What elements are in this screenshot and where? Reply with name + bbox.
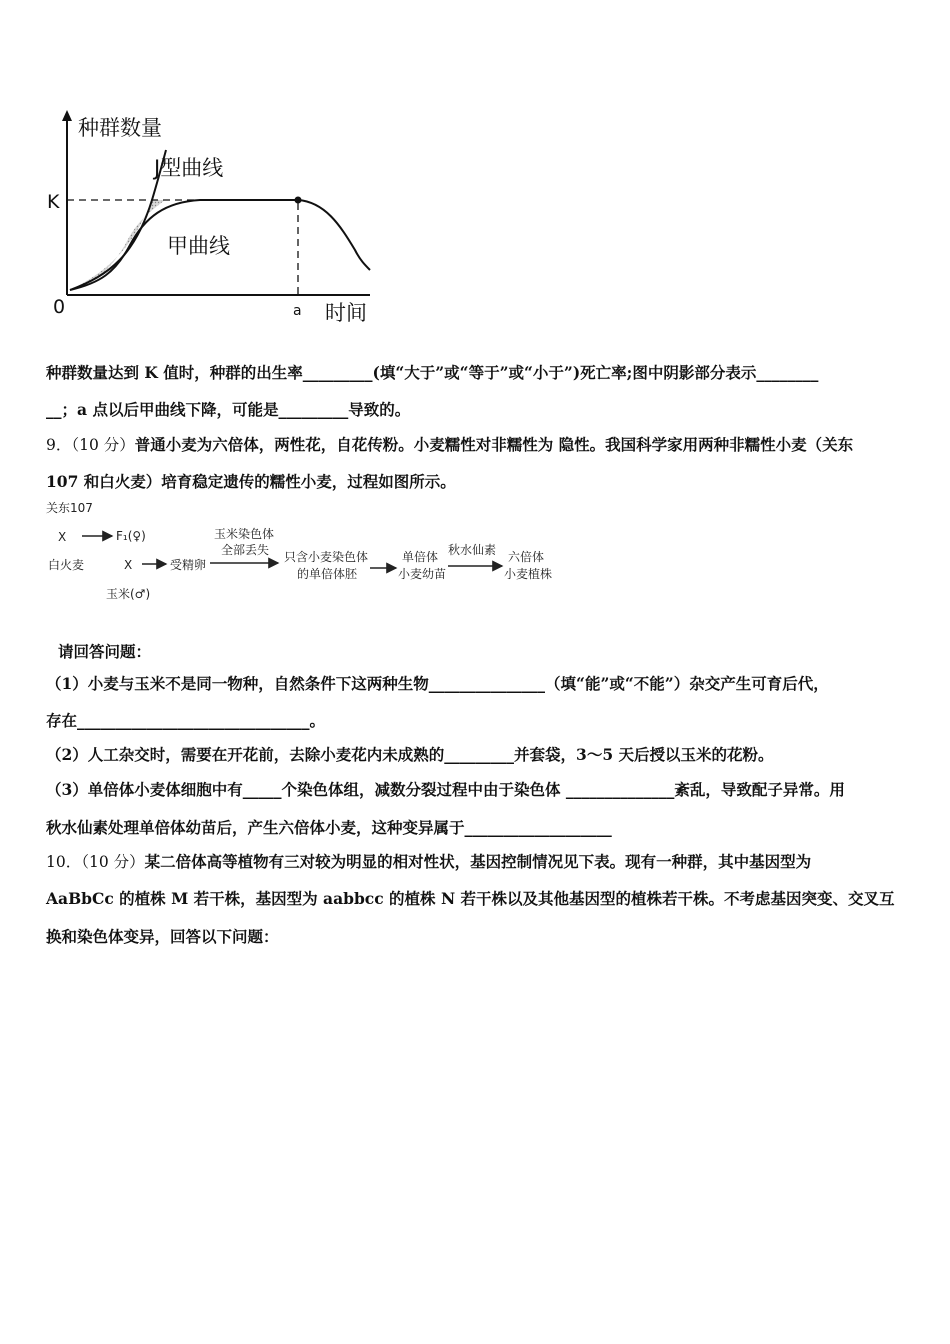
- q8-text-line1: 种群数量达到 K 值时，种群的出生率_________(填“大于”或“等于”或“小于”)死亡率;图中阴影部分表示________: [46, 363, 819, 382]
- fertilized-egg: 受精卵: [170, 558, 207, 572]
- q8-text-line2: __；a 点以后甲曲线下降，可能是_________导致的。: [46, 400, 411, 419]
- a-label: a: [293, 303, 302, 319]
- colchicine-label: 秋水仙素: [448, 543, 497, 557]
- hexaploid-plant-bottom: 小麦植株: [504, 567, 553, 581]
- q9-part3-line1: （3）单倍体小麦体细胞中有_____个染色体组，减数分裂过程中由于染色体 ______________紊乱，导致配子异常。用: [46, 780, 845, 799]
- s-curve-label: 甲曲线: [167, 234, 230, 258]
- haploid-embryo-top: 只含小麦染色体: [284, 550, 369, 564]
- parent-guandong107: 关东107: [46, 501, 93, 515]
- shaded-region: [70, 200, 165, 290]
- q9-part1-line2: 存在______________________________。: [46, 711, 326, 730]
- k-label: K: [47, 191, 60, 213]
- cross-symbol-1: X: [58, 530, 67, 544]
- j-curve-label: J型曲线: [154, 156, 224, 180]
- f1-female: F₁(♀): [116, 529, 146, 543]
- y-axis-label: 种群数量: [78, 116, 162, 140]
- q10-stem-1: 某二倍体高等植物有三对较为明显的相对性状，基因控制情况见下表。现有一种群，其中基因型为: [144, 852, 812, 871]
- q9-line1: [46, 433, 853, 455]
- q10-stem-2: AaBbCc 的植株 M 若干株，基因型为 aabbcc 的植株 N 若干株以及其他基因型的植株若干株。不考虑基因突变、交叉互: [46, 889, 895, 908]
- q10-number: 10．（10 分）: [46, 853, 145, 871]
- cross-symbol-2: X: [124, 558, 133, 572]
- q10-stem-3: 换和染色体变异，回答以下问题：: [46, 927, 279, 946]
- q10-line1: [46, 850, 811, 872]
- point-a: [295, 197, 302, 204]
- origin-label: 0: [53, 296, 66, 318]
- q9-stem-1: 普通小麦为六倍体，两性花，自花传粉。小麦糯性对非糯性为 隐性。我国科学家用两种非糯性小麦（关东: [134, 435, 854, 454]
- j-curve: [70, 150, 166, 290]
- q9-stem-2: 107 和白火麦）培育稳定遗传的糯性小麦，过程如图所示。: [46, 472, 456, 491]
- q9-part3-line2: 秋水仙素处理单倍体幼苗后，产生六倍体小麦，这种变异属于___________________: [46, 818, 612, 837]
- q9-prompt: 请回答问题：: [58, 642, 152, 661]
- haploid-seedling-top: 单倍体: [402, 550, 439, 564]
- haploid-embryo-bottom: 的单倍体胚: [297, 567, 358, 581]
- hexaploid-plant-top: 六倍体: [508, 550, 545, 564]
- step-chromosome-loss-top: 玉米染色体: [214, 527, 275, 541]
- breeding-diagram: [44, 500, 564, 610]
- maize-male: 玉米(♂): [106, 587, 151, 601]
- haploid-seedling-bottom: 小麦幼苗: [398, 567, 447, 581]
- step-chromosome-loss-bottom: 全部丢失: [221, 543, 270, 557]
- q9-part2: （2）人工杂交时，需要在开花前，去除小麦花内未成熟的_________并套袋，3～5 天后授以玉米的花粉。: [46, 745, 774, 764]
- y-axis-arrow: [62, 110, 72, 121]
- q9-number: 9．（10 分）: [46, 436, 135, 454]
- x-axis-label: 时间: [325, 301, 367, 325]
- parent-baihuomai: 白火麦: [48, 558, 85, 572]
- q9-part1-line1: （1）小麦与玉米不是同一物种，自然条件下这两种生物_______________（填“能”或“不能”）杂交产生可育后代，: [46, 674, 829, 693]
- population-growth-graph: [40, 105, 390, 330]
